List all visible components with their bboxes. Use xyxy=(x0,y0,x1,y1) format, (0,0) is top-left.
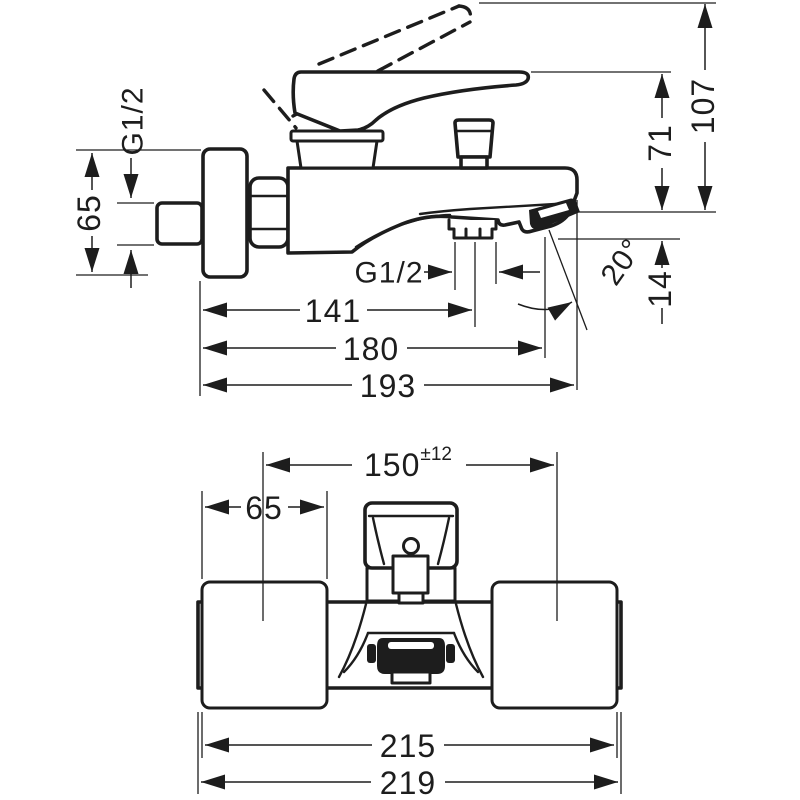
shower-outlet-fitting xyxy=(449,220,496,238)
wall-union-fitting xyxy=(157,203,202,244)
dim-text-141: 141 xyxy=(304,293,362,329)
dim-text-215: 215 xyxy=(379,728,437,764)
dim-text-20deg: 20° xyxy=(594,232,650,292)
dim-text-219: 219 xyxy=(379,765,437,800)
dim-text-71: 71 xyxy=(642,124,678,162)
dim-text-14: 14 xyxy=(642,270,678,308)
dimension-total-height xyxy=(685,4,721,210)
dimension-shower-outlet-distance xyxy=(203,293,472,329)
front-view xyxy=(198,444,621,800)
front-cartridge-column xyxy=(393,556,428,593)
front-cartridge-tab xyxy=(399,593,423,603)
front-handle-screw xyxy=(404,539,419,554)
dimension-total-reach xyxy=(203,368,574,404)
dimension-total-width xyxy=(201,765,618,800)
dim-text-65-front: 65 xyxy=(245,490,283,526)
side-view xyxy=(71,3,721,404)
dimension-outlet-thread xyxy=(354,257,540,290)
dimension-escutcheon-height xyxy=(71,153,107,272)
front-lever-handle xyxy=(365,503,457,603)
dim-text-150: 150±12 xyxy=(364,443,452,483)
dim-text-193: 193 xyxy=(359,368,417,404)
front-escutcheon-right xyxy=(492,582,617,708)
dimension-spout-angle xyxy=(518,233,649,310)
union-nut xyxy=(250,178,288,247)
dimension-aerator-distance xyxy=(203,331,542,367)
dimension-lever-height xyxy=(642,74,678,210)
cartridge-housing xyxy=(297,141,377,168)
dim-text-180: 180 xyxy=(342,331,400,367)
dimension-inlet-centers xyxy=(266,444,554,484)
front-aerator-tab xyxy=(392,672,430,683)
dimension-escutcheon-width xyxy=(205,490,324,526)
side-escutcheon xyxy=(203,149,247,277)
dimension-inlet-thread xyxy=(117,86,150,288)
diverter-knob xyxy=(455,120,493,168)
dimension-body-width xyxy=(205,728,614,764)
dim-text-g12-inlet: G1/2 xyxy=(116,86,150,156)
angle-reference-line xyxy=(549,230,587,330)
dim-text-g12-outlet: G1/2 xyxy=(354,256,424,290)
dim-text-107: 107 xyxy=(685,77,721,135)
dim-text-65-side: 65 xyxy=(71,194,107,232)
front-escutcheon-left xyxy=(202,582,327,708)
